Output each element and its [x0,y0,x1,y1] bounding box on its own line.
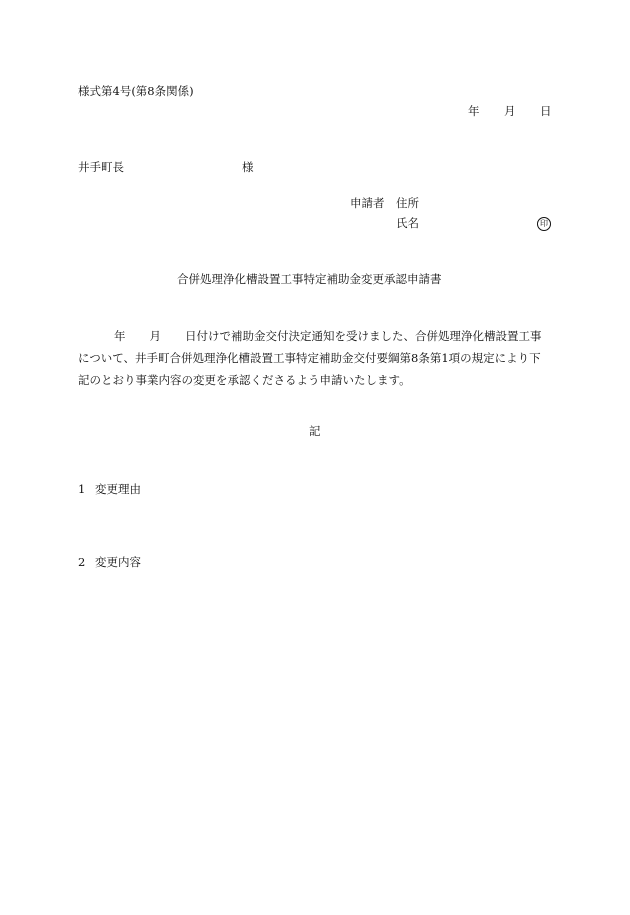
item-1-number: 1 [78,482,86,496]
addressee-name: 井手町長 [78,160,124,174]
date-day-label: 日 [540,104,552,118]
applicant-name-label: 氏名 [396,216,419,230]
applicant-label: 申請者 [350,196,385,210]
item-1-label: 変更理由 [95,482,141,496]
body-line-1 [78,325,553,347]
body-year-label: 年 [114,329,126,343]
item-2-number: 2 [78,555,86,569]
item-2-label: 変更内容 [95,555,141,569]
seal-mark: 印 [537,217,551,231]
addressee-honorific: 様 [242,160,254,174]
body-month-label: 月 [149,329,161,343]
body-line-1-text: 日付けで補助金交付決定通知を受けました、合併処理浄化槽設置工事 [185,329,542,343]
document-title: 合併処理浄化槽設置工事特定補助金変更承認申請書 [177,272,442,286]
ki-heading: 記 [309,424,321,438]
date-year-label: 年 [468,104,480,118]
body-line-2: について、井手町合併処理浄化槽設置工事特定補助金交付要綱第8条第1項の規定により下 [78,351,541,365]
date-month-label: 月 [504,104,516,118]
body-paragraph [78,325,553,391]
applicant-address-label: 住所 [396,196,419,210]
form-number: 様式第4号(第8条関係) [78,84,194,98]
body-line-3: 記のとおり事業内容の変更を承認くださるよう申請いたします。 [78,373,411,387]
